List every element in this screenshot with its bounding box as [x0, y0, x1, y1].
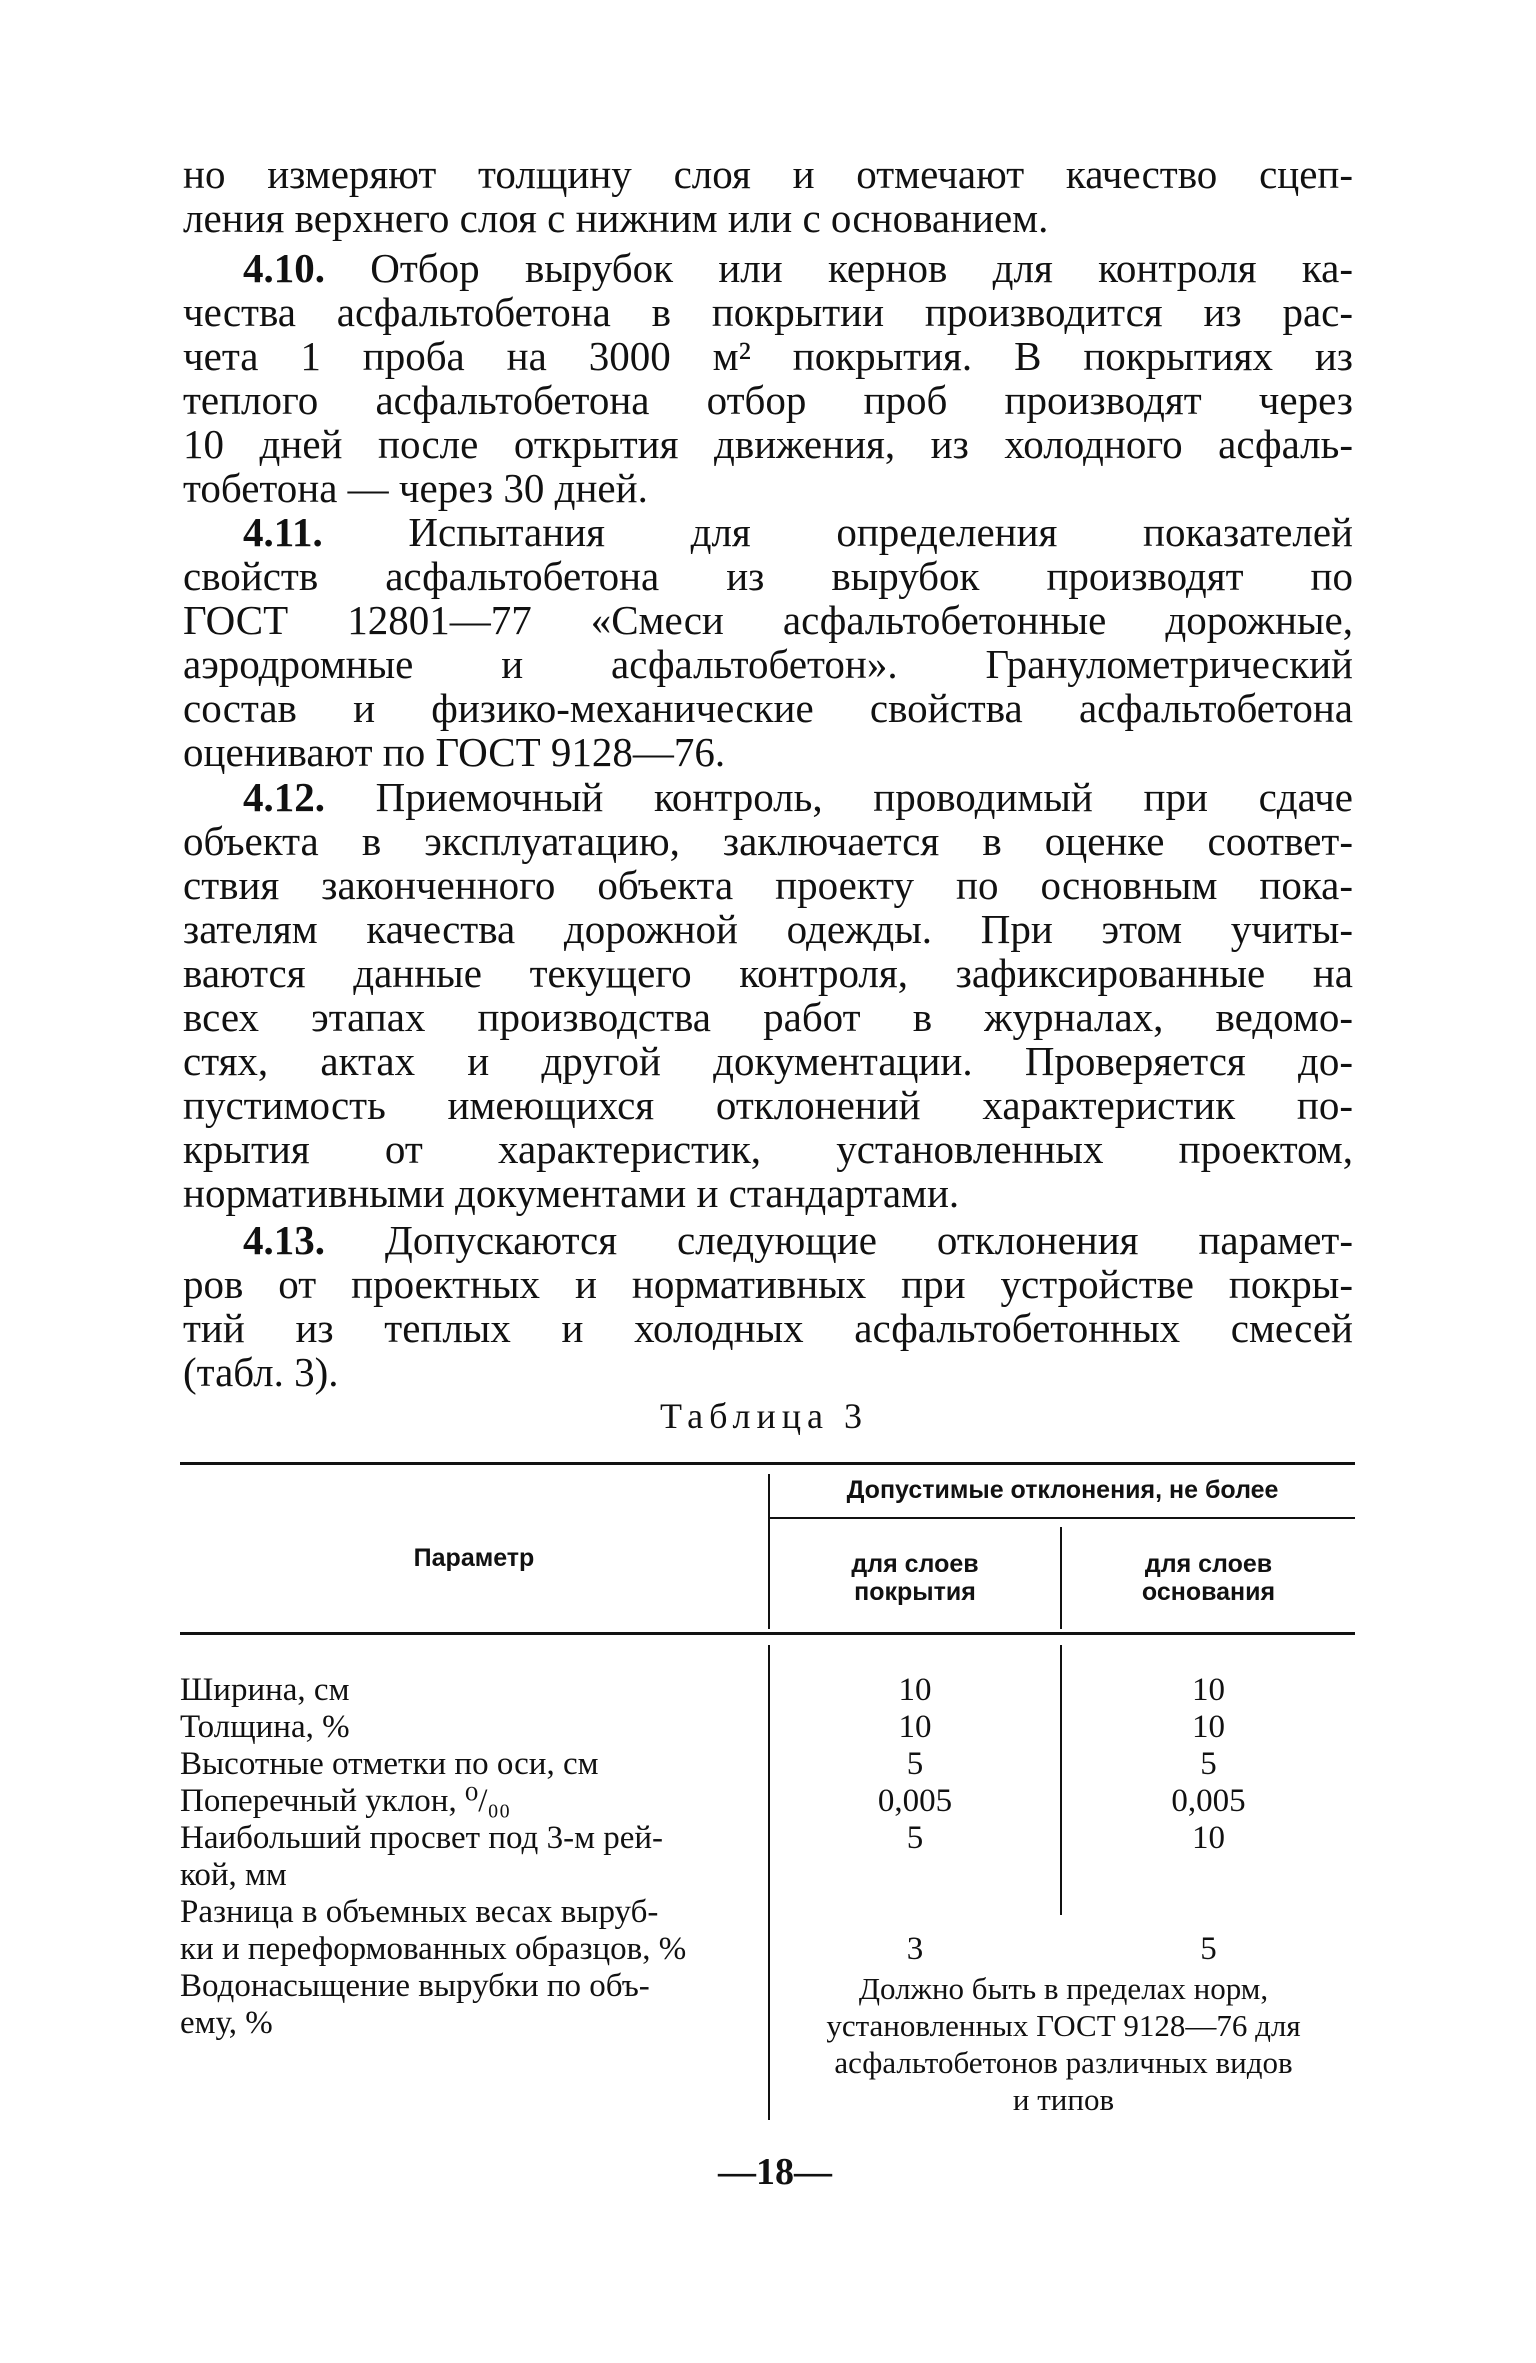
- text-line: (табл. 3).: [183, 1349, 339, 1395]
- header-parameter: Параметр: [413, 1544, 535, 1572]
- paragraph-4-13: [183, 1218, 1353, 1394]
- text-line: ров от проектных и нормативных при устройстве покры-: [183, 1261, 1353, 1307]
- value-col2: 5: [1200, 1931, 1217, 1967]
- text-line: свойств асфальтобетона из вырубок производят по: [183, 553, 1353, 599]
- value-col1: 3: [906, 1931, 924, 1967]
- text-line: 10 дней после открытия движения, из холодного асфаль-: [183, 421, 1353, 467]
- deviation-table: [180, 1462, 1355, 2122]
- text-line: ствия законченного объекта проекту по основным пока-: [183, 862, 1353, 908]
- header-col2: для слоев основания: [1141, 1550, 1276, 1606]
- paragraph-continuation: [183, 152, 1353, 240]
- parameter-line: Разница в объемных весах выруб-: [180, 1894, 659, 1930]
- text-line: ваются данные текущего контроля, зафиксированные на: [183, 950, 1353, 996]
- text-line: объекта в эксплуатацию, заключается в оценке соответ-: [183, 818, 1353, 864]
- value-col1: 0,005: [877, 1783, 953, 1819]
- header-group-rule: [770, 1517, 1355, 1519]
- text-line: оценивают по ГОСТ 9128—76.: [183, 729, 726, 775]
- text-line: чета 1 проба на 3000 м² покрытия. В покрытиях из: [183, 333, 1353, 379]
- clause-number: 4.10.: [243, 245, 325, 291]
- value-col1: 10: [898, 1709, 932, 1745]
- value-col1: 5: [906, 1820, 924, 1856]
- text-line: Отбор вырубок или кернов для контроля ка-: [370, 245, 1353, 291]
- paragraph-4-10: [183, 246, 1353, 510]
- parameter-line: кой, мм: [180, 1857, 287, 1893]
- text-line: ления верхнего слоя с нижним или с основанием.: [183, 195, 1049, 241]
- paragraph-4-12: [183, 775, 1353, 1215]
- parameter-line: Ширина, см: [180, 1672, 350, 1708]
- header-bottom-rule: [180, 1632, 1355, 1635]
- text-line: пустимость имеющихся отклонений характеристик по-: [183, 1082, 1353, 1128]
- text-line: тобетона — через 30 дней.: [183, 465, 648, 511]
- text-line: Приемочный контроль, проводимый при сдаче: [375, 774, 1353, 820]
- header-col1: для слоев покрытия: [851, 1550, 979, 1606]
- parameter-line: Высотные отметки по оси, см: [180, 1746, 599, 1782]
- text-line: тий из теплых и холодных асфальтобетонных смесей: [183, 1305, 1353, 1351]
- text-line: чества асфальтобетона в покрытии производится из рас-: [183, 289, 1353, 335]
- parameter-column: [180, 1672, 760, 2042]
- parameter-line: Толщина, %: [180, 1709, 350, 1745]
- text-line: всех этапах производства работ в журналах, ведомо-: [183, 994, 1353, 1040]
- text-line: состав и физико-механические свойства асфальтобетона: [183, 685, 1353, 731]
- clause-number: 4.12.: [243, 774, 325, 820]
- parameter-line: ему, %: [180, 2005, 273, 2041]
- page-number: —18—: [718, 2151, 832, 2193]
- clause-number: 4.11.: [243, 509, 323, 555]
- table-caption: Таблица 3: [660, 1396, 868, 1436]
- table-top-rule: [180, 1462, 1355, 1465]
- text-line: нормативными документами и стандартами.: [183, 1170, 960, 1216]
- text-line: крытия от характеристик, установленных проектом,: [183, 1126, 1353, 1172]
- value-col1: 10: [898, 1672, 932, 1708]
- merged-note: Должно быть в пределах норм, установленных ГОСТ 9128—76 для асфальтобетонов различных видов и типов: [826, 1971, 1301, 2117]
- value-col1: 5: [906, 1746, 924, 1782]
- text-line: теплого асфальтобетона отбор проб производят через: [183, 377, 1353, 423]
- header-group: Допустимые отклонения, не более: [846, 1476, 1279, 1504]
- value-col2: 0,005: [1171, 1783, 1246, 1819]
- value-col2: 10: [1192, 1672, 1225, 1708]
- value-col2: 10: [1192, 1820, 1225, 1856]
- paragraph-4-11: [183, 510, 1353, 774]
- text-line: стях, актах и другой документации. Проверяется до-: [183, 1038, 1353, 1084]
- parameter-line: Водонасыщение вырубки по объ-: [180, 1968, 650, 2004]
- parameter-line: ки и переформованных образцов, %: [180, 1931, 687, 1967]
- text-line: зателям качества дорожной одежды. При этом учиты-: [183, 906, 1353, 952]
- value-col2: 5: [1200, 1746, 1217, 1782]
- text-line: ГОСТ 12801—77 «Смеси асфальтобетонные дорожные,: [183, 597, 1353, 643]
- parameter-line: Наибольший просвет под 3-м рей-: [180, 1820, 663, 1856]
- text-line: но измеряют толщину слоя и отмечают качество сцеп-: [183, 151, 1353, 197]
- clause-number: 4.13.: [243, 1217, 325, 1263]
- value-col2: 10: [1192, 1709, 1225, 1745]
- parameter-line: Поперечный уклон, ⁰/₀₀: [180, 1783, 511, 1819]
- text-line: Испытания для определения показателей: [408, 509, 1353, 555]
- text-line: Допускаются следующие отклонения парамет-: [384, 1217, 1353, 1263]
- text-line: аэродромные и асфальтобетон». Гранулометрический: [183, 641, 1353, 687]
